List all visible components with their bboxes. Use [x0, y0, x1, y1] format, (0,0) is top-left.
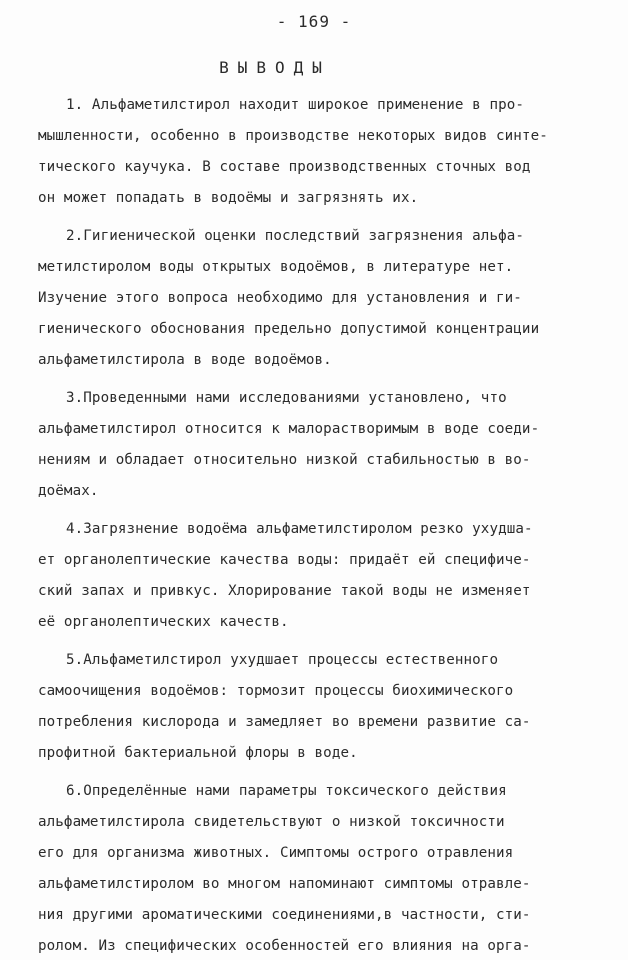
text-line: 2.Гигиенической оценки последствий загрязнения альфа-	[66, 228, 525, 244]
text-line: его для организма животных. Симптомы острого отравления	[38, 845, 514, 861]
text-line: Изучение этого вопроса необходимо для установления и ги-	[38, 290, 522, 306]
document-body	[38, 90, 598, 969]
paragraph-4	[38, 514, 598, 638]
text-line: он может попадать в водоёмы и загрязнять их.	[38, 190, 419, 206]
paragraph-3	[38, 383, 598, 507]
text-line: альфаметилстиролом во многом напоминают симптомы отравле-	[38, 876, 531, 892]
paragraph-1	[38, 90, 598, 214]
text-line: 5.Альфаметилстирол ухудшает процессы естественного	[66, 652, 499, 668]
text-line: потребления кислорода и замедляет во времени развитие са-	[38, 714, 531, 730]
text-line: 6.Определённые нами параметры токсического действия	[66, 783, 507, 799]
text-line: альфаметилстирола свидетельствуют о низкой токсичности	[38, 814, 505, 830]
text-line: 4.Загрязнение водоёма альфаметилстиролом резко ухудша-	[66, 521, 533, 537]
text-line: гиенического обоснования предельно допустимой концентрации	[38, 321, 540, 337]
text-line: нениям и обладает относительно низкой стабильностью в во-	[38, 452, 531, 468]
text-line: ния другими ароматическими соединениями,в частности, сти-	[38, 907, 531, 923]
paragraph-6	[38, 776, 598, 962]
section-heading: ВЫВОДЫ	[219, 58, 331, 77]
text-line: 1. Альфаметилстирол находит широкое применение в про-	[66, 97, 525, 113]
text-line: 3.Проведенными нами исследованиями установлено, что	[66, 390, 507, 406]
text-line: альфаметилстирола в воде водоёмов.	[38, 352, 332, 368]
text-line: доёмах.	[38, 483, 99, 499]
paragraph-2	[38, 221, 598, 376]
text-line: профитной бактериальной флоры в воде.	[38, 745, 358, 761]
text-line: самоочищения водоёмов: тормозит процессы биохимического	[38, 683, 514, 699]
text-line: её органолептических качеств.	[38, 614, 289, 630]
text-line: альфаметилстирол относится к малорастворимым в воде соеди-	[38, 421, 540, 437]
text-line: ский запах и привкус. Хлорирование такой воды не изменяет	[38, 583, 531, 599]
text-line: ет органолептические качества воды: придаёт ей специфиче-	[38, 552, 531, 568]
paragraph-5	[38, 645, 598, 769]
text-line: тического каучука. В составе производственных сточных вод	[38, 159, 531, 175]
page-number: - 169 -	[276, 12, 352, 31]
text-line: ролом. Из специфических особенностей его влияния на орга-	[38, 938, 531, 954]
text-line: мышленности, особенно в производстве некоторых видов синте-	[38, 128, 548, 144]
text-line: метилстиролом воды открытых водоёмов, в литературе нет.	[38, 259, 514, 275]
